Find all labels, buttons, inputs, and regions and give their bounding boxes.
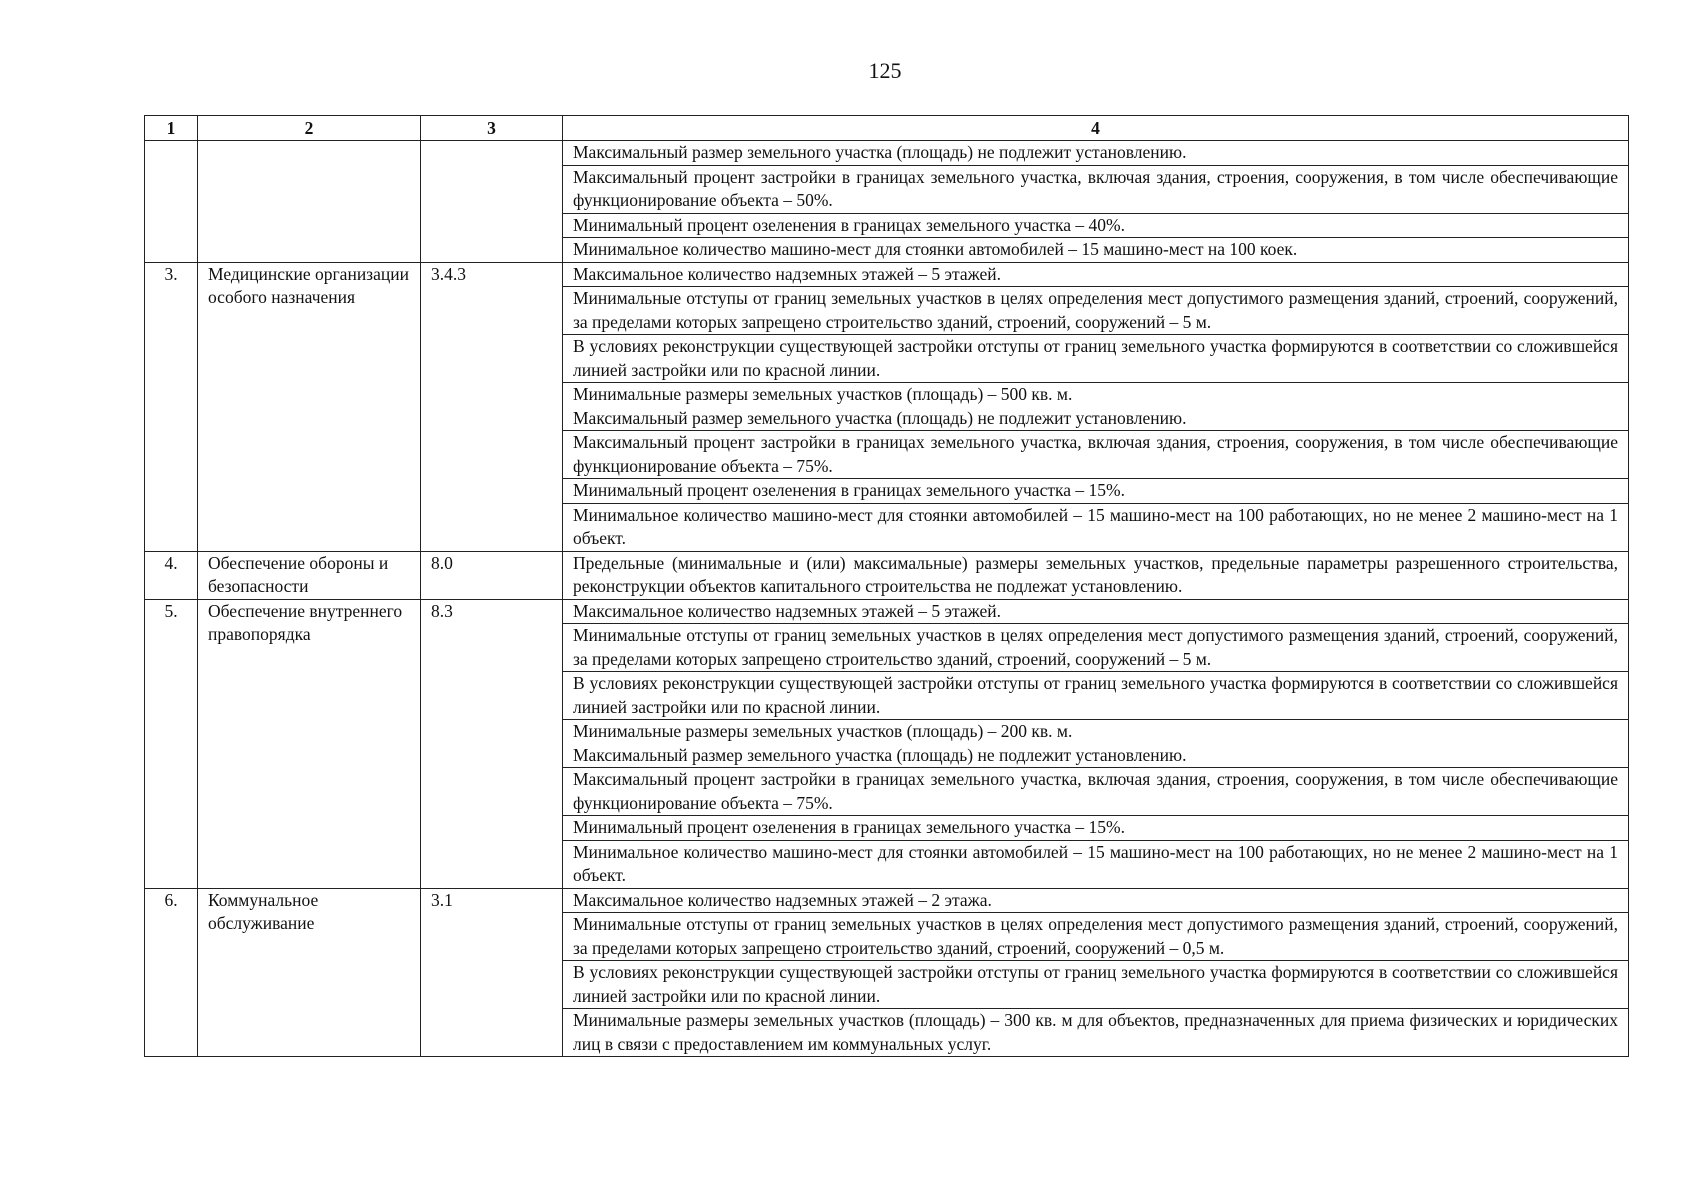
parameter-cell: Максимальное количество надземных этажей – 5 этажей. xyxy=(563,262,1629,287)
column-header: 2 xyxy=(198,116,421,141)
parameter-cell: В условиях реконструкции существующей застройки отступы от границ земельного участка формируются в соответствии со сложившейся линией застройки или по красной линии. xyxy=(563,672,1629,720)
use-name-cell xyxy=(198,141,421,263)
parameter-cell: Минимальный процент озеленения в границах земельного участка – 40%. xyxy=(563,213,1629,238)
table-row xyxy=(145,599,1629,624)
row-number-cell: 4. xyxy=(145,551,198,599)
parameter-cell: Минимальное количество машино-мест для стоянки автомобилей – 15 машино-мест на 100 работающих, но не менее 2 машино-мест на 1 объект. xyxy=(563,840,1629,888)
parameter-cell: Минимальные размеры земельных участков (площадь) – 200 кв. м. Максимальный размер земельного участка (площадь) не подлежит установлению. xyxy=(563,720,1629,768)
use-code-cell: 3.1 xyxy=(421,888,563,1057)
parameter-cell: Максимальное количество надземных этажей – 5 этажей. xyxy=(563,599,1629,624)
parameter-cell: В условиях реконструкции существующей застройки отступы от границ земельного участка формируются в соответствии со сложившейся линией застройки или по красной линии. xyxy=(563,961,1629,1009)
parameter-cell: Предельные (минимальные и (или) максимальные) размеры земельных участков, предельные параметры разрешенного строительства, реконструкции объектов капитального строительства не подлежат установлению. xyxy=(563,551,1629,599)
use-name-cell: Обеспечение внутреннего правопорядка xyxy=(198,599,421,888)
column-header: 1 xyxy=(145,116,198,141)
row-number-cell: 5. xyxy=(145,599,198,888)
use-name-cell: Обеспечение обороны и безопасности xyxy=(198,551,421,599)
parameter-cell: Максимальный размер земельного участка (площадь) не подлежит установлению. xyxy=(563,141,1629,166)
parameter-cell: Минимальные размеры земельных участков (площадь) – 500 кв. м. Максимальный размер земельного участка (площадь) не подлежит установлению. xyxy=(563,383,1629,431)
parameter-cell: Минимальные отступы от границ земельных участков в целях определения мест допустимого размещения зданий, строений, сооружений, за пределами которых запрещено строительство зданий, строений, сооружений – 5 м. xyxy=(563,287,1629,335)
use-code-cell: 8.3 xyxy=(421,599,563,888)
table-row xyxy=(145,262,1629,287)
table-row xyxy=(145,888,1629,913)
use-code-cell xyxy=(421,141,563,263)
header-row xyxy=(145,116,1629,141)
use-name-cell: Коммунальное обслуживание xyxy=(198,888,421,1057)
parameter-cell: Минимальный процент озеленения в границах земельного участка – 15%. xyxy=(563,816,1629,841)
use-name-cell: Медицинские организации особого назначения xyxy=(198,262,421,551)
parameter-cell: Минимальные отступы от границ земельных участков в целях определения мест допустимого размещения зданий, строений, сооружений, за пределами которых запрещено строительство зданий, строений, сооружений – 0,5 м. xyxy=(563,913,1629,961)
parameter-cell: Максимальный процент застройки в границах земельного участка, включая здания, строения, сооружения, в том числе обеспечивающие функционирование объекта – 75%. xyxy=(563,768,1629,816)
row-number-cell: 3. xyxy=(145,262,198,551)
row-number-cell: 6. xyxy=(145,888,198,1057)
parameter-cell: Максимальное количество надземных этажей – 2 этажа. xyxy=(563,888,1629,913)
column-header: 4 xyxy=(563,116,1629,141)
table-row xyxy=(145,141,1629,166)
parameter-cell: Максимальный процент застройки в границах земельного участка, включая здания, строения, сооружения, в том числе обеспечивающие функционирование объекта – 50%. xyxy=(563,165,1629,213)
parameter-cell: Минимальные отступы от границ земельных участков в целях определения мест допустимого размещения зданий, строений, сооружений, за пределами которых запрещено строительство зданий, строений, сооружений – 5 м. xyxy=(563,624,1629,672)
parameter-cell: Минимальное количество машино-мест для стоянки автомобилей – 15 машино-мест на 100 коек. xyxy=(563,238,1629,263)
column-header: 3 xyxy=(421,116,563,141)
parameter-cell: Минимальный процент озеленения в границах земельного участка – 15%. xyxy=(563,479,1629,504)
row-number-cell xyxy=(145,141,198,263)
parameter-cell: Максимальный процент застройки в границах земельного участка, включая здания, строения, сооружения, в том числе обеспечивающие функционирование объекта – 75%. xyxy=(563,431,1629,479)
use-code-cell: 3.4.3 xyxy=(421,262,563,551)
parameter-cell: В условиях реконструкции существующей застройки отступы от границ земельного участка формируются в соответствии со сложившейся линией застройки или по красной линии. xyxy=(563,335,1629,383)
zoning-parameters-table xyxy=(144,115,1629,1057)
parameter-cell: Минимальные размеры земельных участков (площадь) – 300 кв. м для объектов, предназначенных для приема физических и юридических лиц в связи с предоставлением им коммунальных услуг. xyxy=(563,1009,1629,1057)
parameter-cell: Минимальное количество машино-мест для стоянки автомобилей – 15 машино-мест на 100 работающих, но не менее 2 машино-мест на 1 объект. xyxy=(563,503,1629,551)
page-number: 125 xyxy=(868,58,902,83)
table-row xyxy=(145,551,1629,599)
use-code-cell: 8.0 xyxy=(421,551,563,599)
